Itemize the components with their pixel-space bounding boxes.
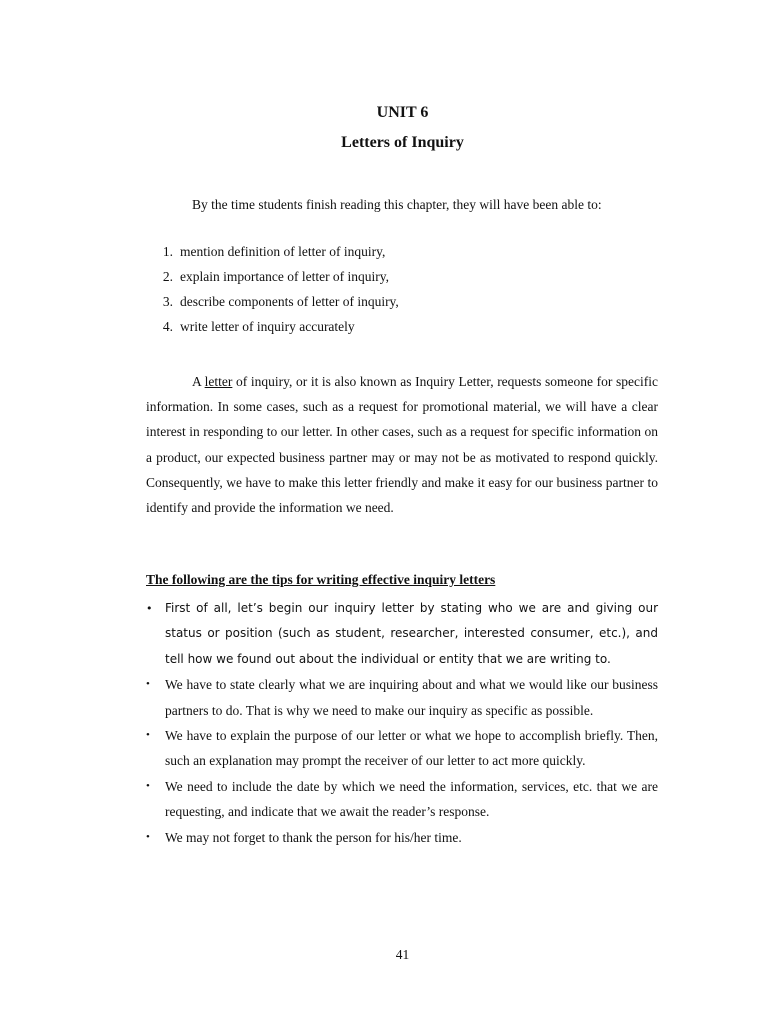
list-text: write letter of inquiry accurately xyxy=(180,319,355,334)
bullet-icon: • xyxy=(146,729,150,742)
list-number: 1. xyxy=(162,244,173,259)
bullet-icon: • xyxy=(146,779,150,792)
tip-text: We have to explain the purpose of our letter or what we hope to accomplish briefly. Then, such an explanation may prompt the receiver of our letter to act more quickly. xyxy=(165,728,658,769)
page-number: 41 xyxy=(395,947,410,962)
tip-text: We have to state clearly what we are inquiring about and what we would like our business partners to do. That is why we need to make our inquiry as specific as possible. xyxy=(165,677,658,718)
bullet-icon: • xyxy=(146,678,150,691)
list-item xyxy=(146,289,666,314)
list-item xyxy=(146,239,666,264)
intro-text: By the time students finish reading this chapter, they will have been able to: xyxy=(192,197,602,212)
paragraph-lead: A xyxy=(192,374,205,389)
list-text: explain importance of letter of inquiry, xyxy=(180,269,390,284)
tip-text: We may not forget to thank the person for his/her time. xyxy=(165,829,462,845)
body-paragraph xyxy=(146,369,658,520)
list-text: describe components of letter of inquiry, xyxy=(180,294,399,309)
list-item xyxy=(146,825,658,850)
list-item xyxy=(146,672,658,723)
tips-list xyxy=(146,596,658,850)
list-item xyxy=(146,314,666,339)
unit-title: UNIT 6 xyxy=(376,104,429,121)
list-item xyxy=(146,264,666,289)
list-item xyxy=(146,596,658,672)
tips-heading: The following are the tips for writing effective inquiry letters xyxy=(146,572,496,587)
bullet-icon: • xyxy=(146,830,150,843)
list-number: 4. xyxy=(162,319,173,334)
bullet-icon: • xyxy=(146,602,153,615)
objectives-list xyxy=(146,239,666,339)
letter-link[interactable]: letter xyxy=(204,374,233,389)
list-item xyxy=(146,723,658,774)
chapter-title: Letters of Inquiry xyxy=(341,134,464,151)
list-number: 3. xyxy=(162,294,173,309)
list-text: mention definition of letter of inquiry, xyxy=(180,244,386,259)
tip-text: We need to include the date by which we need the information, services, etc. that we are requesting, and indicate that we await the reader’s response. xyxy=(165,778,658,820)
tip-text: First of all, let’s begin our inquiry letter by stating who we are and giving our status or position (such as student, researcher, interested consumer, etc.), and tell how we found out about the individual or entity that we are writing to. xyxy=(165,601,658,666)
list-number: 2. xyxy=(162,269,173,284)
list-item xyxy=(146,774,658,825)
paragraph-text: of inquiry, or it is also known as Inquiry Letter, requests someone for specific information. In some cases, such as a request for promotional material, we will have a clear interest in responding to our letter. In other cases, such as a request for specific information on a product, our expected business partner may or may not be as motivated to respond quickly. Consequently, we have to make this letter friendly and make it easy for our business partner to identify and provide the information we need. xyxy=(146,374,658,516)
